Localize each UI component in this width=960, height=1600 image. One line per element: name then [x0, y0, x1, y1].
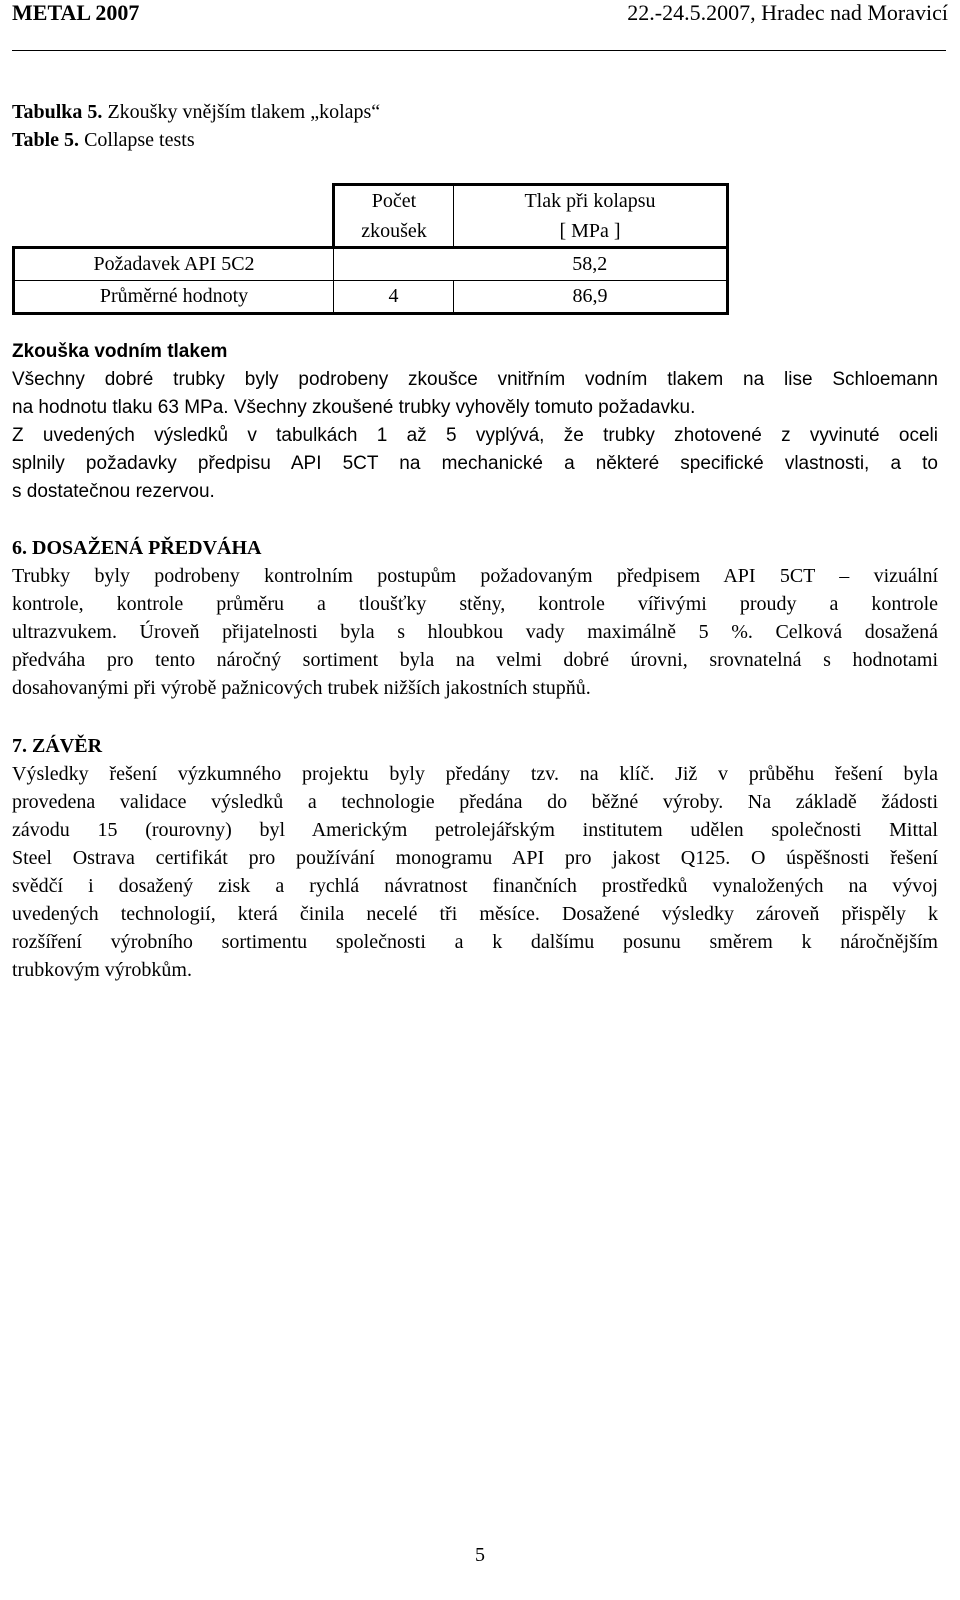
page-number: 5: [475, 1544, 485, 1566]
paragraph-line: rozšíření výrobního sortimentu společnosti a k dalšímu posunu směrem k náročnějším: [12, 931, 938, 953]
caption-english: [12, 126, 380, 154]
water-test-heading: Zkouška vodním tlakem: [12, 341, 228, 362]
paragraph-line: kontrole, kontrole průměru a tloušťky stěny, kontrole vířivými proudy a kontrole: [12, 593, 938, 615]
paragraph-line: Z uvedených výsledků v tabulkách 1 až 5 vyplývá, že trubky zhotovené z vyvinuté oceli: [12, 425, 938, 446]
caption-czech: [12, 98, 380, 126]
section-6: [12, 534, 938, 702]
paragraph-line: trubkovým výrobkům.: [12, 959, 192, 981]
col-count-header-line2: zkoušek: [334, 216, 454, 248]
caption-english-text: Collapse tests: [79, 129, 195, 151]
table-row: [14, 248, 728, 281]
table-row: [14, 281, 728, 314]
paragraph-line: předváha pro tento náročný sortiment byla na velmi dobré úrovni, srovnatelná s hodnotami: [12, 649, 938, 671]
page-header: [0, 0, 960, 36]
col-pressure-header: Tlak při kolapsu: [454, 185, 728, 217]
row-value: 58,2: [454, 248, 728, 281]
section-6-heading: 6. DOSAŽENÁ PŘEDVÁHA: [12, 537, 262, 559]
caption-czech-label: Tabulka 5.: [12, 101, 103, 123]
col-pressure-unit: [ MPa ]: [454, 216, 728, 248]
conference-name: METAL 2007: [12, 0, 140, 25]
paragraph-line: Výsledky řešení výzkumného projektu byly předány tzv. na klíč. Již v průběhu řešení byla: [12, 763, 938, 785]
section-7-heading: 7. ZÁVĚR: [12, 735, 103, 757]
table-caption: [12, 98, 380, 154]
paragraph-line: na hodnotu tlaku 63 MPa. Všechny zkoušené trubky vyhověly tomuto požadavku.: [12, 397, 696, 418]
paragraph-line: Steel Ostrava certifikát pro používání monogramu API pro jakost Q125. O úspěšnosti řešení: [12, 847, 938, 869]
paragraph-line: svědčí i dosažený zisk a rychlá návratnost finančních prostředků vynaložených na vývoj: [12, 875, 938, 897]
header-rule: [12, 50, 946, 51]
paragraph-line: uvedených technologií, která činila necelé tři měsíce. Dosažené výsledky zároveň přispěly k: [12, 903, 938, 925]
table-corner-cell: [14, 185, 334, 217]
paragraph-line: splnily požadavky předpisu API 5CT na mechanické a některé specifické vlastnosti, a to: [12, 453, 938, 474]
paragraph-line: provedena validace výsledků a technologie předána do běžné výroby. Na základě žádosti: [12, 791, 938, 813]
col-count-header: Počet: [334, 185, 454, 217]
caption-czech-text: Zkoušky vnějším tlakem „kolaps“: [102, 101, 381, 123]
row-label: Průměrné hodnoty: [14, 281, 334, 314]
paragraph-line: Všechny dobré trubky byly podrobeny zkoušce vnitřním vodním tlakem na lise Schloemann: [12, 369, 938, 390]
table-header-row-2: [14, 216, 728, 248]
paragraph-line: Trubky byly podrobeny kontrolním postupům požadovaným předpisem API 5CT – vizuální: [12, 565, 938, 587]
collapse-tests-table: [12, 183, 729, 315]
row-count: 4: [334, 281, 454, 314]
row-count: [334, 248, 454, 281]
paragraph-line: ultrazvukem. Úroveň přijatelnosti byla s hloubkou vady maximálně 5 %. Celková dosažená: [12, 621, 938, 643]
table-corner-cell-2: [14, 216, 334, 248]
table-header-row: [14, 185, 728, 217]
row-label: Požadavek API 5C2: [14, 248, 334, 281]
paragraph-line: závodu 15 (rourovny) byl Americkým petrolejářským institutem udělen společnosti Mittal: [12, 819, 938, 841]
paragraph-line: s dostatečnou rezervou.: [12, 481, 215, 502]
section-7: [12, 732, 938, 984]
paragraph-line: dosahovanými při výrobě pažnicových trubek nižších jakostních stupňů.: [12, 677, 591, 699]
caption-english-label: Table 5.: [12, 129, 80, 151]
row-value: 86,9: [454, 281, 728, 314]
water-test-section: [12, 338, 938, 506]
conference-date-place: 22.-24.5.2007, Hradec nad Moravicí: [627, 0, 948, 25]
